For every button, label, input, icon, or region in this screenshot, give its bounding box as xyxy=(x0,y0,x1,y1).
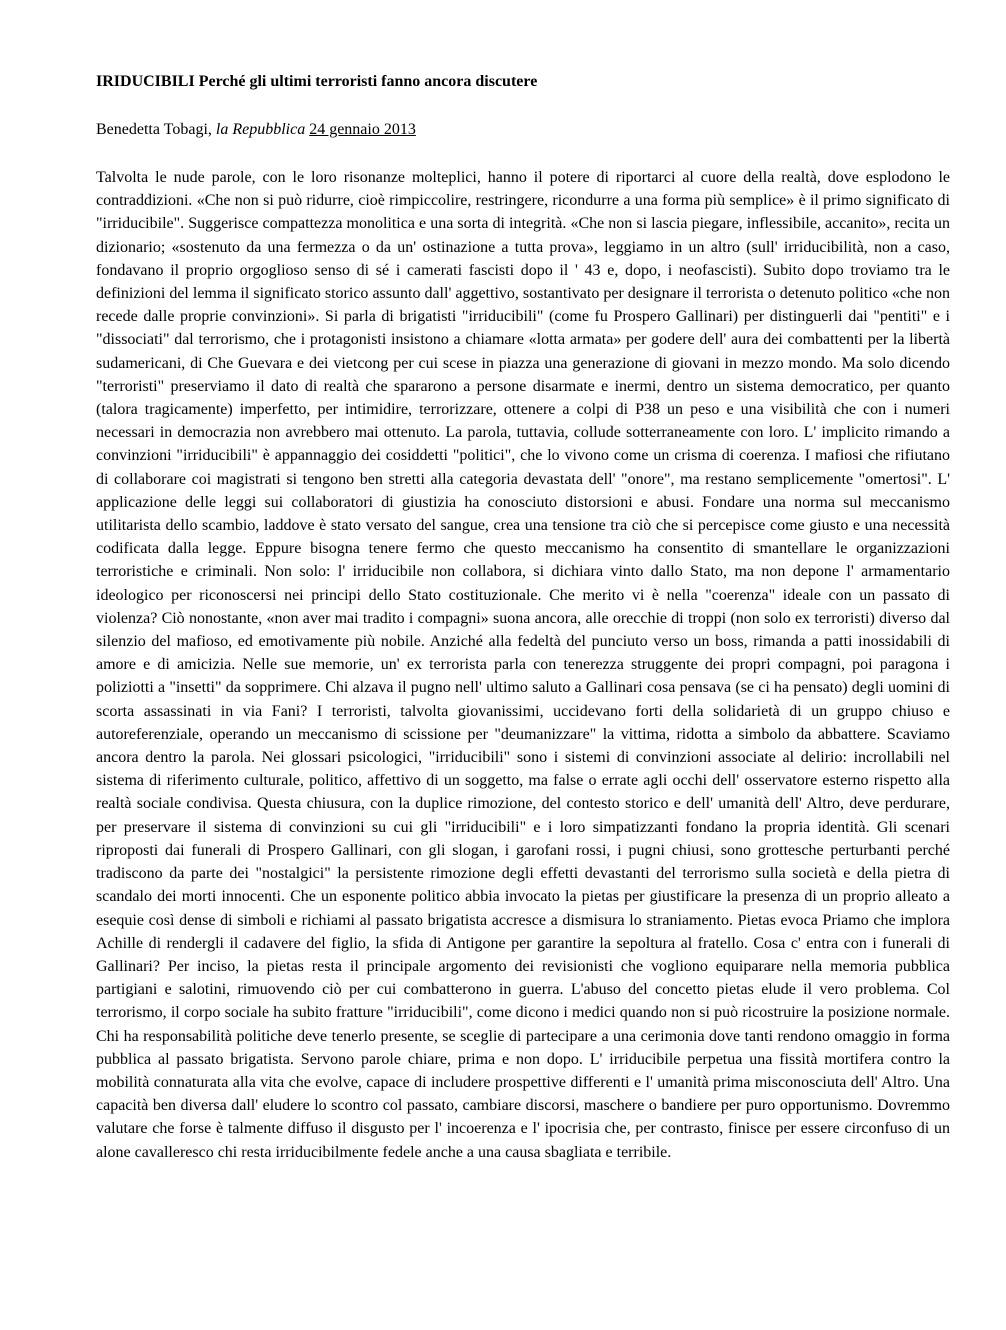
article-headline: IRIDUCIBILI Perché gli ultimi terroristi fanno ancora discutere xyxy=(96,73,538,90)
article xyxy=(96,70,950,1164)
publication-name: la Repubblica xyxy=(215,121,306,138)
byline-separator: , xyxy=(207,121,216,138)
article-byline xyxy=(96,118,950,142)
author-name: Benedetta Tobagi xyxy=(96,121,208,138)
publication-date-link[interactable]: 24 gennaio 2013 xyxy=(309,121,416,138)
article-body: Talvolta le nude parole, con le loro risonanze molteplici, hanno il potere di riportarci al cuore della realtà, dove esplodono le contraddizioni. «Che non si può ridurre, cioè rimpiccolire, restringere, ricondurre a una forma più semplice» è il primo significato di "irriducibile". Suggerisce compattezza monolitica e una sorta di integrità. «Che non si lascia piegare, inflessibile, accanito», recita un dizionario; «sostenuto da una fermezza o da un' ostinazione a tutta prova», leggiamo in un altro (sull' irriducibilità, non a caso, fondavano il proprio orgoglioso senso di sé i camerati fascisti dopo il ' 43 e, dopo, i neofascisti). Subito dopo troviamo tra le definizioni del lemma il significato storico assunto dall' aggettivo, sostantivato per designare il terrorista o detenuto politico «che non recede dalle proprie convinzioni». Si parla di brigatisti "irriducibili" (come fu Prospero Gallinari) per distinguerli dai "pentiti" e i "dissociati" dal terrorismo, che i protagonisti insistono a chiamare «lotta armata» per godere dell' aura dei combattenti per la libertà sudamericani, di Che Guevara e dei vietcong per cui scese in piazza una generazione di giovani in mezzo mondo. Ma solo dicendo "terroristi" preserviamo il dato di realtà che spararono a persone disarmate e inermi, dentro un sistema democratico, per quanto (talora tragicamente) imperfetto, per intimidire, terrorizzare, ottenere a colpi di P38 un peso e una visibilità che con i numeri necessari in democrazia non avrebbero mai ottenuto. La parola, tuttavia, collude sotterraneamente con loro. L' implicito rimando a convinzioni "irriducibili" è appannaggio dei cosiddetti "politici", che lo vivono come un crisma di coerenza. I mafiosi che rifiutano di collaborare coi magistrati si tengono ben stretti alla categoria devastata dell' "onore", ma restano semplicemente "omertosi". L' applicazione delle leggi sui collaboratori di giustizia ha conosciuto distorsioni e abusi. Fondare una norma sul meccanismo utilitarista dello scambio, laddove è stato versato del sangue, crea una tensione tra ciò che si percepisce come giusto e una necessità codificata dalla legge. Eppure bisogna tenere fermo che questo meccanismo ha consentito di smantellare le organizzazioni terroristiche e criminali. Non solo: l' irriducibile non collabora, si dichiara vinto dallo Stato, ma non depone l' armamentario ideologico per riconoscersi nei principi dello Stato costituzionale. Che merito vi è nella "coerenza" ideale con un passato di violenza? Ciò nonostante, «non aver mai tradito i compagni» suona ancora, alle orecchie di troppi (non solo ex terroristi) diverso dal silenzio del mafioso, ed emotivamente più nobile. Anziché alla fedeltà del punciuto verso un boss, rimanda a patti inossidabili di amore e di amicizia. Nelle sue memorie, un' ex terrorista parla con tenerezza struggente dei propri compagni, poi paragona i poliziotti a "insetti" da sopprimere. Chi alzava il pugno nell' ultimo saluto a Gallinari cosa pensava (se ci ha pensato) degli uomini di scorta assassinati in via Fani? I terroristi, talvolta giovanissimi, uccidevano forti della solidarietà di un gruppo chiuso e autoreferenziale, operando un meccanismo di scissione per "deumanizzare" la vittima, ridotta a simbolo da abbattere. Scaviamo ancora dentro la parola. Nei glossari psicologici, "irriducibili" sono i sistemi di convinzioni associate al delirio: incrollabili nel sistema di riferimento culturale, politico, affettivo di un soggetto, ma false o errate agli occhi dell' osservatore esterno rispetto alla realtà sociale condivisa. Questa chiusura, con la duplice rimozione, del contesto storico e dell' umanità dell' Altro, deve perdurare, per preservare il sistema di convinzioni su cui gli "irriducibili" e i loro simpatizzanti fondano la propria identità. Gli scenari riproposti dai funerali di Prospero Gallinari, con gli slogan, i garofani rossi, i pugni chiusi, sono grottesche perturbanti perché tradiscono da parte dei "nostalgici" la persistente rimozione degli effetti devastanti del terrorismo sulla società e della pietra di scandalo dei morti innocenti. Che un esponente politico abbia invocato la pietas per giustificare la presenza di un proprio alleato a esequie così dense di simboli e richiami al passato brigatista accresce a dismisura lo straniamento. Pietas evoca Priamo che implora Achille di rendergli il cadavere del figlio, la sfida di Antigone per garantire la sepoltura al fratello. Cosa c' entra con i funerali di Gallinari? Per inciso, la pietas resta il principale argomento dei revisionisti che vogliono equiparare nella memoria pubblica partigiani e salotini, rimuovendo ciò per cui combatterono in guerra. L'abuso del concetto pietas elude il vero problema. Col terrorismo, il corpo sociale ha subito fratture "irriducibili", come dicono i medici quando non si può ricostruire la posizione normale. Chi ha responsabilità politiche deve tenerlo presente, se sceglie di partecipare a una cerimonia dove tanti rendono omaggio in forma pubblica al passato brigatista. Servono parole chiare, prima e non dopo. L' irriducibile perpetua una fissità mortifera contro la mobilità connaturata alla vita che evolve, capace di includere prospettive differenti e l' umanità prima misconosciuta dell' Altro. Una capacità ben diversa dall' eludere lo scontro col passato, cambiare discorsi, maschere o bandiere per puro opportunismo. Dovremmo valutare che forse è talmente diffuso il disgusto per l' incoerenza e l' ipocrisia che, per contrasto, finisce per essere circonfuso di un alone cavalleresco chi resta irriducibilmente fedele anche a una causa sbagliata e terribile. xyxy=(96,169,950,1161)
